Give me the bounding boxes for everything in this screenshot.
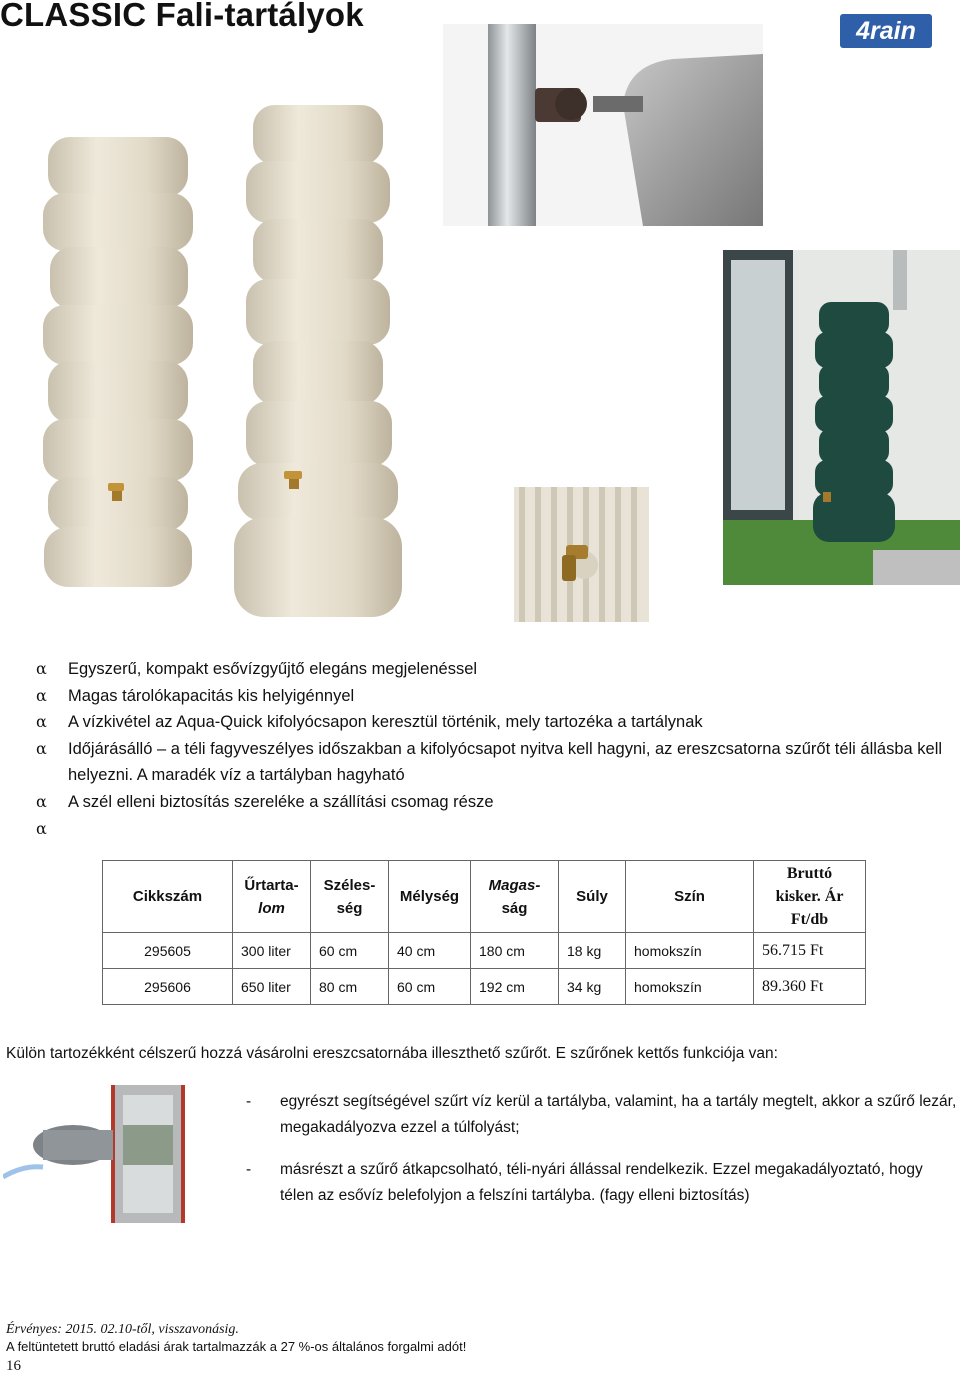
brand-logo: 4rain	[840, 14, 932, 48]
list-item	[36, 709, 956, 736]
list-item	[246, 1089, 960, 1140]
cell-width: 80 cm	[311, 969, 389, 1005]
cell-width: 60 cm	[311, 933, 389, 969]
col-header-color: Szín	[626, 861, 754, 933]
feature-text: A vízkivétel az Aqua-Quick kifolyócsapon keresztül történik, mely tartozéka a tartálynak	[68, 713, 703, 732]
filter-function-list	[246, 1089, 960, 1225]
col-header-volume: Űrtarta- lom	[233, 861, 311, 933]
gutter-filter-photo	[3, 1085, 203, 1223]
green-tank-installed-photo	[723, 250, 960, 585]
tap-closeup-photo	[514, 487, 649, 622]
feature-text: Magas tárolókapacitás kis helyigénnyel	[68, 686, 355, 705]
downpipe-connector-photo	[443, 24, 763, 226]
bullet-symbol: α	[36, 818, 47, 838]
bullet-symbol: α	[36, 712, 47, 732]
cell-volume: 650 liter	[233, 969, 311, 1005]
table-row	[103, 969, 866, 1005]
bullet-symbol: α	[36, 659, 47, 678]
feature-list	[36, 656, 956, 842]
cell-volume: 300 liter	[233, 933, 311, 969]
list-item	[36, 656, 956, 683]
feature-text: Időjárásálló – a téli fagyveszélyes időszakban a kifolyócsapot nyitva kell hagyni, az ereszcsatorna szűrőt téli állásba kell helyezni. A maradék víz a tartályban hagyható	[68, 739, 943, 785]
cell-color: homokszín	[626, 969, 754, 1005]
cell-height: 192 cm	[471, 969, 559, 1005]
cell-weight: 18 kg	[559, 933, 626, 969]
list-item	[36, 816, 956, 843]
cell-weight: 34 kg	[559, 969, 626, 1005]
col-header-height: Magas- ság	[471, 861, 559, 933]
dash-marker: -	[246, 1093, 252, 1110]
page-number: 16	[6, 1358, 21, 1374]
cell-depth: 40 cm	[389, 933, 471, 969]
dash-marker: -	[246, 1161, 252, 1178]
feature-text: Egyszerű, kompakt esővízgyűjtő elegáns megjelenéssel	[68, 660, 478, 678]
cell-sku: 295606	[103, 969, 233, 1005]
page-title: CLASSIC Fali-tartályok	[0, 0, 364, 33]
col-header-depth: Mélység	[389, 861, 471, 933]
col-header-weight: Súly	[559, 861, 626, 933]
bullet-symbol: α	[36, 685, 47, 705]
tanks-photo	[38, 85, 408, 630]
cell-height: 180 cm	[471, 933, 559, 969]
cell-price: 56.715 Ft	[754, 933, 866, 969]
list-item	[246, 1157, 960, 1208]
bullet-symbol: α	[36, 791, 47, 811]
feature-text	[68, 816, 956, 843]
list-item	[36, 789, 956, 816]
accessory-intro: Külön tartozékként célszerű hozzá vásárolni ereszcsatornába illeszthető szűrőt. E szűrőnek kettős funkciója van:	[6, 1045, 778, 1062]
function-text: másrészt a szűrő átkapcsolható, téli-nyári állással rendelkezik. Ezzel megakadályoztató, hogy télen az esővíz belefolyjon a felszíni tartályba. (fagy elleni biztosítás)	[280, 1161, 923, 1204]
cell-price: 89.360 Ft	[754, 969, 866, 1005]
feature-text: A szél elleni biztosítás szereléke a szállítási csomag része	[68, 792, 494, 811]
col-header-sku: Cikkszám	[103, 861, 233, 933]
table-header-row	[103, 861, 866, 933]
validity-note: Érvényes: 2015. 02.10-től, visszavonásig.	[6, 1322, 239, 1337]
col-header-width: Széles- ség	[311, 861, 389, 933]
list-item	[36, 736, 956, 789]
function-text: egyrészt segítségével szűrt víz kerül a tartályba, valamint, ha a tartály megtelt, akkor a szűrő lezár, megakadályozva ezzel a túlfolyást;	[280, 1093, 957, 1136]
list-item	[36, 683, 956, 710]
vat-note: A feltüntetett bruttó eladási árak tartalmazzák a 27 %-os általános forgalmi adót!	[6, 1339, 467, 1354]
cell-sku: 295605	[103, 933, 233, 969]
spec-table	[102, 860, 866, 1005]
bullet-symbol: α	[36, 738, 47, 758]
cell-depth: 60 cm	[389, 969, 471, 1005]
col-header-price: Bruttó kisker. Ár Ft/db	[754, 861, 866, 933]
table-row	[103, 933, 866, 969]
cell-color: homokszín	[626, 933, 754, 969]
